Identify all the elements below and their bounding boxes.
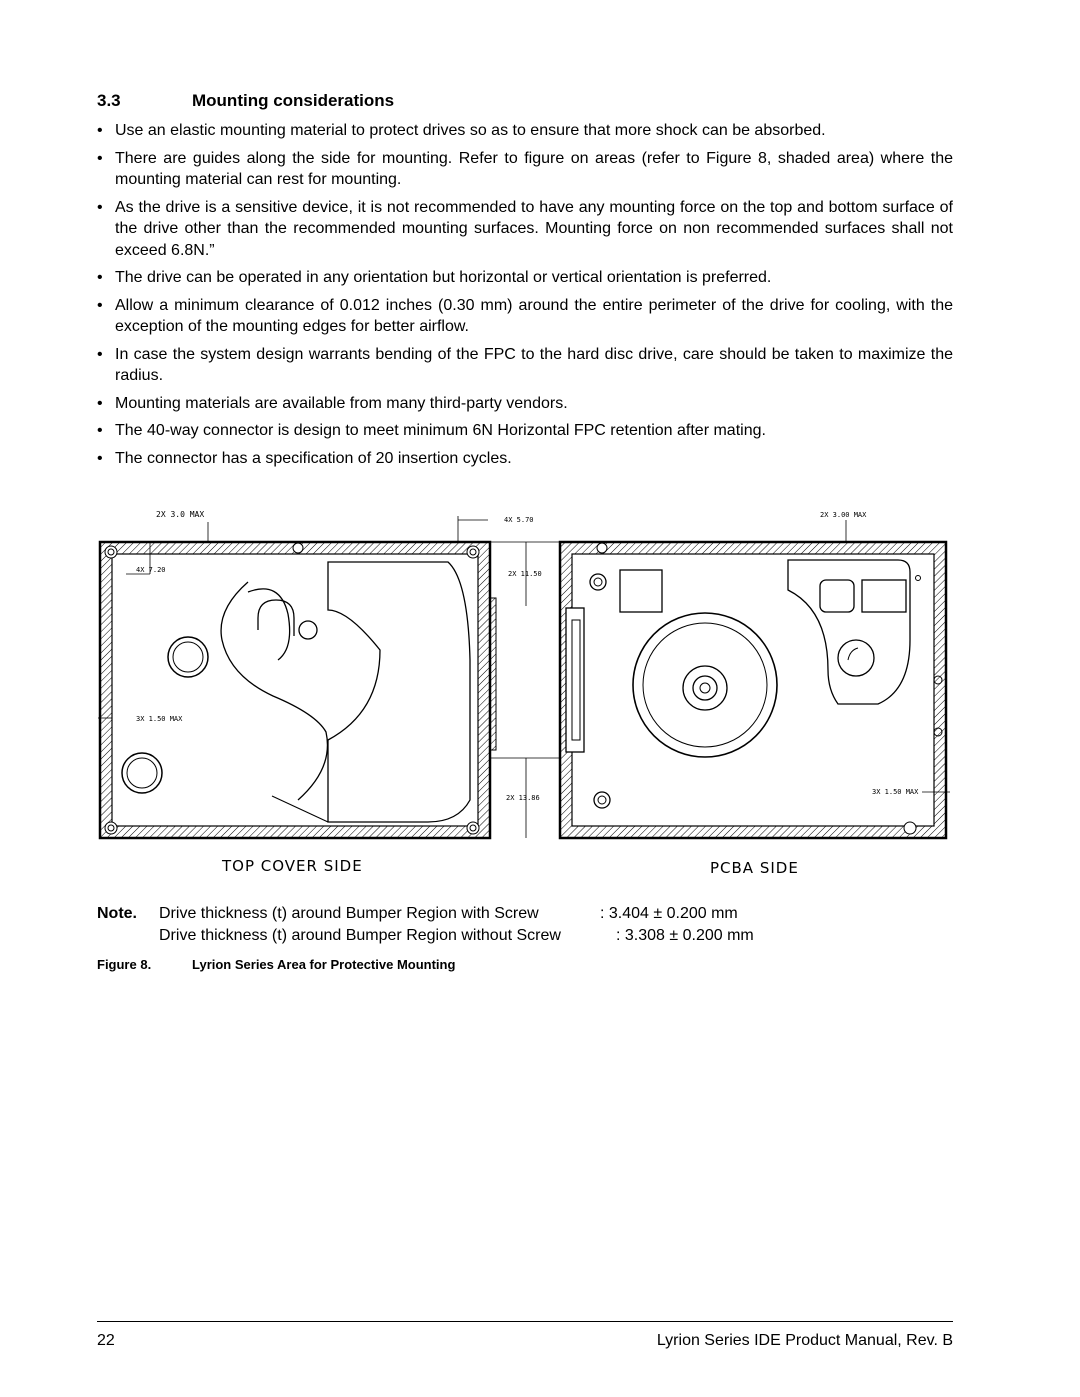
dim-middle-upper: 2X 11.50	[508, 570, 542, 578]
list-item: • Allow a minimum clearance of 0.012 inches (0.30 mm) around the entire perimeter of the drive for cooling, with the exception of the mounting edges for better airflow.	[97, 296, 953, 335]
dim-side-left: 3X 1.50 MAX	[136, 715, 183, 723]
note-desc: Drive thickness (t) around Bumper Region with Screw	[159, 905, 539, 922]
footer-divider	[97, 1321, 953, 1322]
bullet-icon: •	[97, 422, 103, 439]
thickness-note	[97, 903, 754, 946]
list-item: • There are guides along the side for mounting. Refer to figure on areas (refer to Figure 8, shaded area) where the mounting material can rest for mounting.	[97, 149, 953, 188]
section-number: 3.3	[97, 91, 121, 110]
bullet-icon: •	[97, 449, 103, 467]
list-item: • Use an elastic mounting material to protect drives so as to ensure that more shock can be absorbed.	[97, 120, 953, 142]
top-cover-label: TOP COVER SIDE	[222, 857, 363, 875]
note-value: : 3.404 ± 0.200 mm	[600, 905, 738, 922]
figure-title: Lyrion Series Area for Protective Mounting	[192, 957, 456, 972]
bullet-list	[97, 120, 953, 475]
dim-top-right: 2X 3.00 MAX	[820, 511, 867, 519]
bullet-icon: •	[97, 269, 103, 286]
page-number: 22	[97, 1332, 115, 1349]
note-row	[97, 903, 754, 925]
figure-number: Figure 8.	[97, 957, 152, 972]
pcba-label: PCBA SIDE	[710, 859, 799, 877]
list-item: • Mounting materials are available from many third-party vendors.	[97, 393, 953, 415]
note-desc: Drive thickness (t) around Bumper Region without Screw	[159, 926, 561, 944]
document-title: Lyrion Series IDE Product Manual, Rev. B	[656, 1332, 953, 1349]
dim-middle-top: 4X 5.70	[504, 516, 534, 524]
list-item: • As the drive is a sensitive device, it is not recommended to have any mounting force on the top and bottom surface of the drive other than the recommended mounting surfaces. Mounting force on non recommended surfaces shall not exceed 6.8N.”	[97, 198, 953, 259]
note-label: Note.	[97, 905, 137, 922]
list-item: • The drive can be operated in any orientation but horizontal or vertical orientation is preferred.	[97, 267, 953, 289]
drive-drawing	[98, 500, 950, 890]
note-value: : 3.308 ± 0.200 mm	[616, 926, 754, 944]
bullet-icon: •	[97, 394, 103, 412]
dim-side-right: 3X 1.50 MAX	[872, 788, 919, 796]
list-item: • In case the system design warrants bending of the FPC to the hard disc drive, care should be taken to maximize the radius.	[97, 345, 953, 384]
bullet-icon: •	[97, 345, 103, 363]
list-item: • The 40-way connector is design to meet minimum 6N Horizontal FPC retention after mating.	[97, 420, 953, 442]
bullet-icon: •	[97, 296, 103, 314]
bullet-icon: •	[97, 149, 103, 167]
dim-middle-lower: 2X 13.86	[506, 794, 540, 802]
dim-top-left: 2X 3.0 MAX	[156, 510, 205, 519]
list-item: • The connector has a specification of 20 insertion cycles.	[97, 448, 953, 470]
section-title: Mounting considerations	[192, 91, 395, 110]
mounting-figure	[98, 500, 950, 890]
note-row	[97, 925, 754, 947]
dim-corner: 4X 7.20	[136, 566, 166, 574]
top-cover-drawing	[100, 542, 490, 838]
figure-caption	[97, 957, 455, 972]
bullet-icon: •	[97, 198, 103, 216]
connector-gap	[458, 516, 560, 838]
bullet-icon: •	[97, 122, 103, 139]
section-heading	[97, 91, 394, 111]
